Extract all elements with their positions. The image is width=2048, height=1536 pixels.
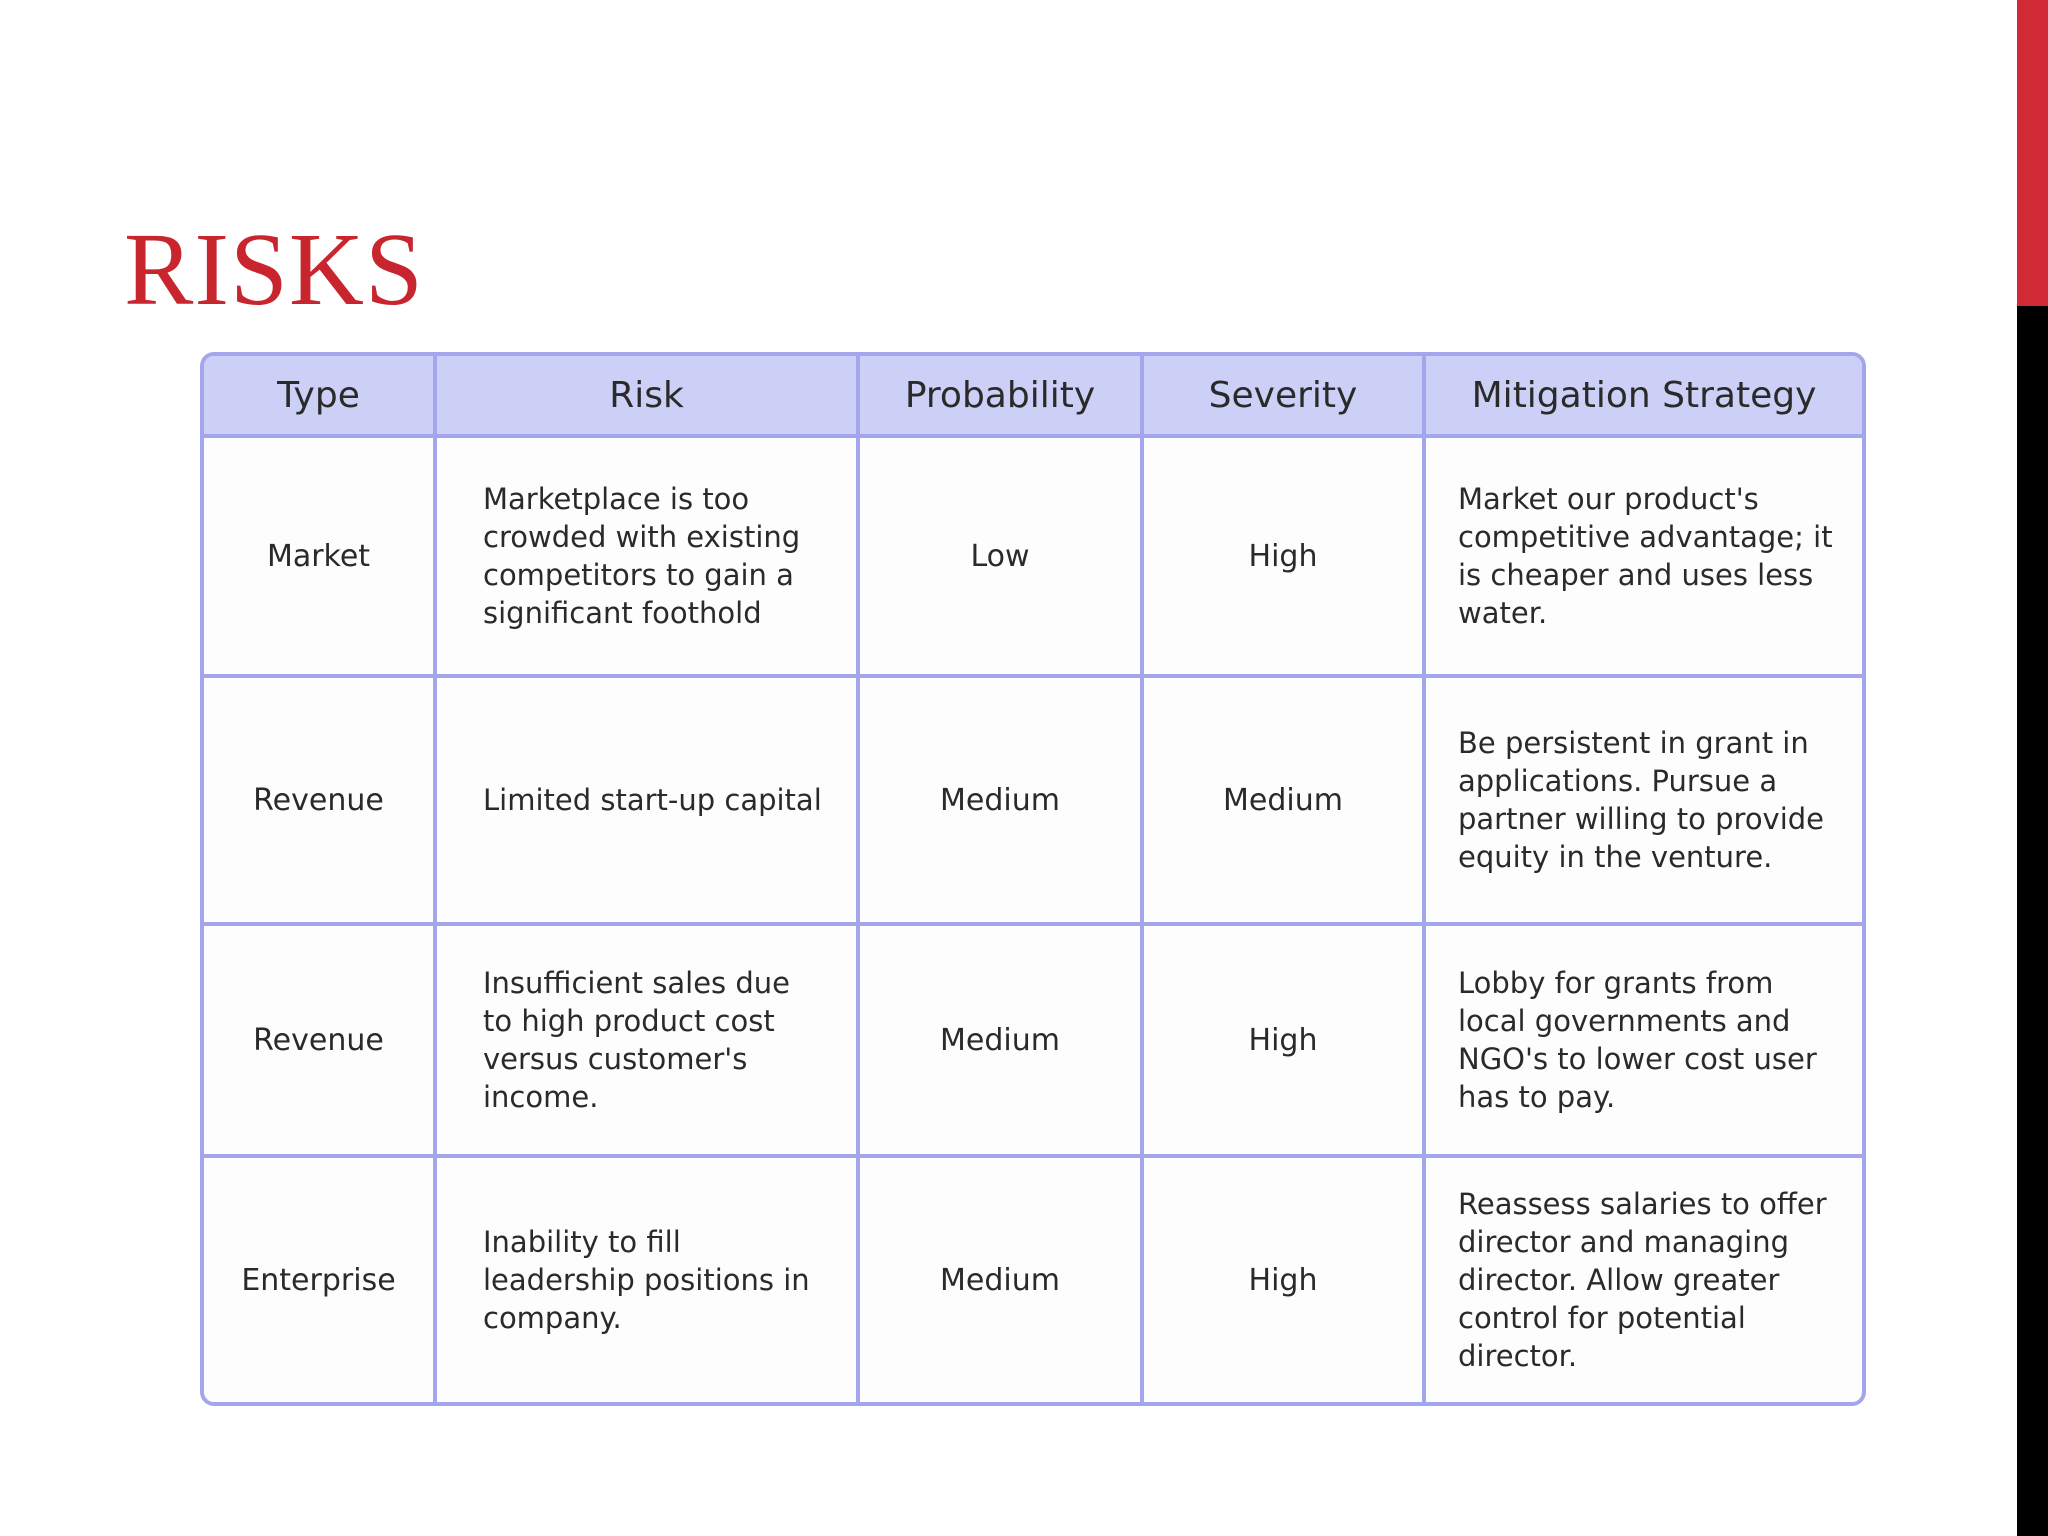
table-row xyxy=(204,924,1862,1156)
cell-risk xyxy=(435,436,858,676)
cell-probability: Low xyxy=(858,436,1142,676)
cell-risk-text: Inability to fill leadership positions in company. xyxy=(483,1225,810,1335)
accent-bar-red xyxy=(2017,0,2048,306)
table-row xyxy=(204,676,1862,924)
cell-type: Revenue xyxy=(204,924,435,1156)
cell-mitigation xyxy=(1424,676,1862,924)
cell-mitigation xyxy=(1424,436,1862,676)
table-row xyxy=(204,436,1862,676)
cell-mitigation xyxy=(1424,1156,1862,1402)
cell-type: Market xyxy=(204,436,435,676)
cell-severity: High xyxy=(1142,1156,1424,1402)
header-mitigation-strategy: Mitigation Strategy xyxy=(1424,356,1862,436)
cell-risk-text: Limited start-up capital xyxy=(483,783,822,817)
cell-type: Enterprise xyxy=(204,1156,435,1402)
cell-risk xyxy=(435,676,858,924)
cell-risk-text: Insufficient sales due to high product cost versus customer's income. xyxy=(483,966,791,1114)
header-severity: Severity xyxy=(1142,356,1424,436)
table-row xyxy=(204,1156,1862,1402)
slide-title: RISKS xyxy=(124,212,424,327)
cell-probability: Medium xyxy=(858,676,1142,924)
header-row xyxy=(204,356,1862,436)
cell-probability: Medium xyxy=(858,1156,1142,1402)
cell-mitigation-text: Reassess salaries to offer director and managing director. Allow greater control for potential director. xyxy=(1458,1187,1827,1373)
cell-severity: High xyxy=(1142,924,1424,1156)
cell-type: Revenue xyxy=(204,676,435,924)
cell-risk xyxy=(435,924,858,1156)
cell-severity: Medium xyxy=(1142,676,1424,924)
cell-mitigation-text: Lobby for grants from local governments and NGO's to lower cost user has to pay. xyxy=(1458,966,1817,1114)
cell-risk-text: Marketplace is too crowded with existing competitors to gain a significant foothold xyxy=(483,482,801,630)
header-risk: Risk xyxy=(435,356,858,436)
risk-table xyxy=(204,356,1862,1402)
header-probability: Probability xyxy=(858,356,1142,436)
cell-severity: High xyxy=(1142,436,1424,676)
cell-risk xyxy=(435,1156,858,1402)
cell-probability: Medium xyxy=(858,924,1142,1156)
cell-mitigation xyxy=(1424,924,1862,1156)
cell-mitigation-text: Be persistent in grant in applications. Pursue a partner willing to provide equity in the venture. xyxy=(1458,726,1825,874)
header-type: Type xyxy=(204,356,435,436)
risk-table-container xyxy=(200,352,1866,1406)
cell-mitigation-text: Market our product's competitive advantage; it is cheaper and uses less water. xyxy=(1458,482,1833,630)
accent-bar-black xyxy=(2017,306,2048,1536)
